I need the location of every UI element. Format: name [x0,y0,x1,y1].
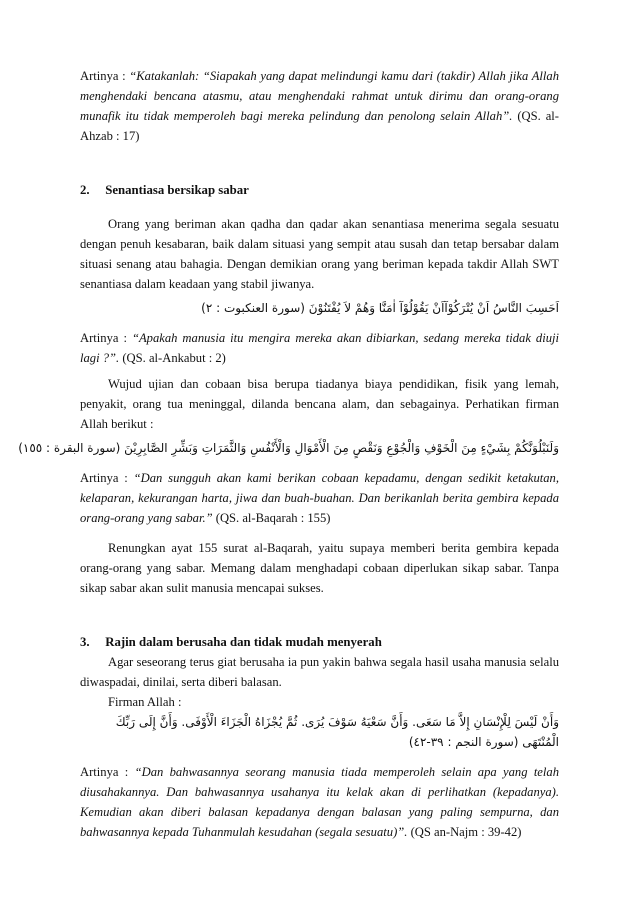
section-number: 2. [80,183,90,197]
arabic-verse-najm: وَأَنْ لَيْسَ لِلْإِنْسَانِ إِلاَّ مَا سَعَى. وَأَنَّ سَعْيَهُ سَوْفَ يُرَى. ثُمَّ يُجْزَاهُ الْجَزَاءَ الْأَوْفَى. وَأَنَّ إِلَى رَبِّكَ الْمُنْتَهَى (سورة النجم : ٣٩-٤٢) [115,715,559,749]
arabic-verse-ankabut: اَحَسِبَ النَّاسُ اَنْ يُتْرَكُوْآاَنْ يَقُوْلُوْآ اٰمَنَّا وَهُمْ لاَ يُفْتَنُوْنَ (سورة العنكبوت : ٢) [201,301,559,315]
artinya-label: Artinya : [80,765,129,779]
section-heading-3 [80,632,559,652]
firman-label: Firman Allah : [108,695,182,709]
translation-najm [80,762,559,842]
verse-reference: (QS an-Najm : 39-42) [407,825,522,839]
artinya-label: Artinya : [80,331,127,345]
artinya-label: Artinya : [80,471,128,485]
verse-reference: (QS. al-Baqarah : 155) [212,511,331,525]
verse-reference: (QS. al-Ankabut : 2) [119,351,226,365]
artinya-label: Artinya : [80,69,126,83]
section-title: Rajin dalam berusaha dan tidak mudah menyerah [105,635,382,649]
body-paragraph: Renungkan ayat 155 surat al-Baqarah, yaitu supaya memberi berita gembira kepada orang-orang yang sabar. Memang dalam menghadapi cobaan diperlukan sikap sabar. Tanpa sikap sabar akan sulit manusia mencapai sukses. [80,541,559,595]
translation-text: “Apakah manusia itu mengira mereka akan dibiarkan, sedang mereka tidak diuji lagi ?”. [80,331,560,365]
body-paragraph: Orang yang beriman akan qadha dan qadar akan senantiasa menerima segala sesuatu dengan penuh kesabaran, baik dalam situasi yang sempit atau susah dan tetap bersabar dalam situasi senang atau bahagia. Dengan demikian orang yang beriman kepada takdir Allah SWT senantiasa dalam keadaan yang stabil jiwanya. [80,217,559,291]
translation-ankabut [80,328,559,368]
translation-ahzab [80,66,559,146]
body-paragraph: Wujud ujian dan cobaan bisa berupa tiadanya biaya pendidikan, fisik yang lemah, penyakit, orang tua meninggal, dilanda bencana alam, dan sebagainya. Perhatikan firman Allah berikut : [80,377,559,431]
section-heading-2 [80,180,559,200]
verse-reference: (QS. al-Ahzab : 17) [80,109,559,143]
translation-text: “Dan sungguh akan kami berikan cobaan kepadamu, dengan sedikit ketakutan, kelaparan, kekurangan harta, jiwa dan buah-buahan. Dan berikanlah berita gembira kepada orang-orang yang sabar.” [80,471,559,525]
section-title: Senantiasa bersikap sabar [105,183,249,197]
body-paragraph: Agar seseorang terus giat berusaha ia pun yakin bahwa segala hasil usaha manusia selalu diwaspadai, dinilai, serta diberi balasan. [80,655,559,689]
page-content [18,66,560,842]
arabic-verse-baqarah: وَلَنَبْلُوَنَّكُمْ بِشَيْءٍ مِنَ الْخَوْفِ وَالْجُوْعِ وَنَقْصٍ مِنَ الْأَمْوَالِ وَالْأَنْفُسِ وَالثَّمَرَاتِ وَبَشِّرِ الصَّابِرِيْنَ (سورة البقرة : ١٥٥) [18,441,559,455]
translation-baqarah [80,468,559,528]
section-number: 3. [80,635,90,649]
translation-text: “Dan bahwasannya seorang manusia tiada memperoleh selain apa yang telah diusahakannya. Dan bahwasannya usahanya itu kelak akan di perlihatkan (kepadanya). Kemudian akan diberi balasan kepadanya dengan balasan yang paling sempurna, dan bahwasannya kepada Tuhanmulah kesudahan (segala sesuatu)”. [80,765,559,839]
translation-text: “Katakanlah: “Siapakah yang dapat melindungi kamu dari (takdir) Allah jika Allah menghendaki bencana atasmu, atau menghendaki rahmat untuk dirimu dan orang-orang munafik itu tidak memperoleh bagi mereka pelindung dan penolong selain Allah”. [80,69,559,123]
